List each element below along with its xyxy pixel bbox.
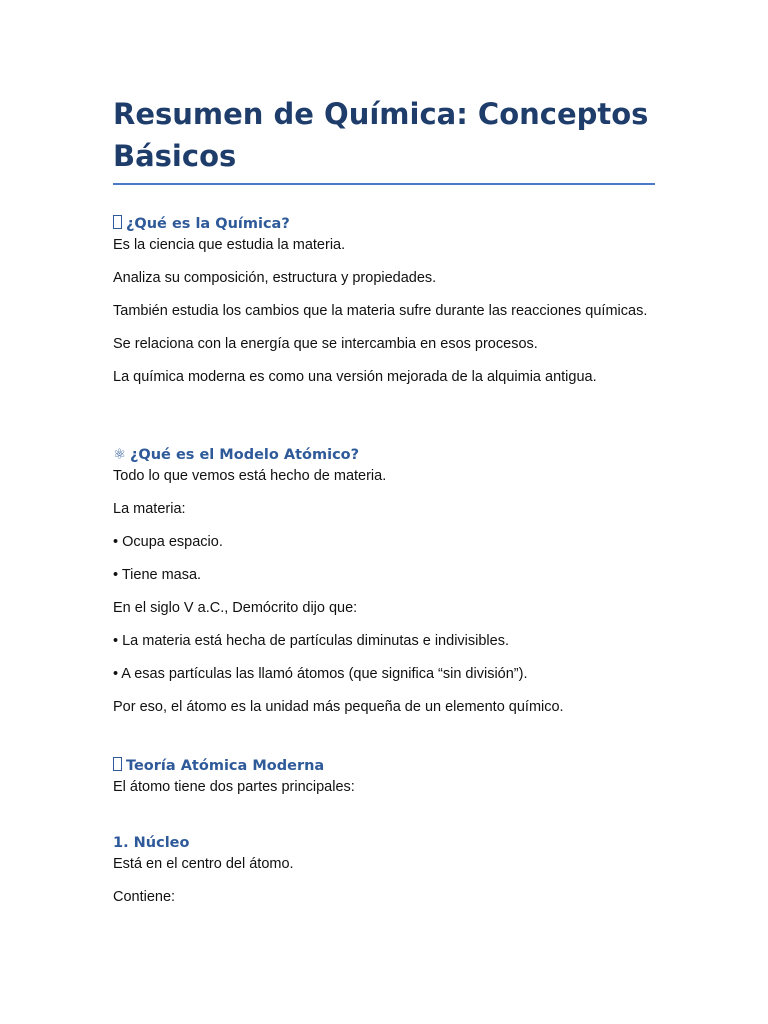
section-heading-quimica-text: ¿Qué es la Química? [126, 216, 290, 232]
list-item: • Tiene masa. [113, 567, 202, 583]
paragraph: En el siglo V a.C., Demócrito dijo que: [113, 600, 358, 616]
paragraph: Es la ciencia que estudia la materia. [113, 237, 346, 253]
section-nucleo [113, 832, 655, 920]
document-page [113, 93, 655, 905]
paragraph: También estudia los cambios que la materia sufre durante las reacciones químicas. [113, 303, 648, 319]
section-heading-modelo-text: ¿Qué es el Modelo Atómico? [130, 447, 360, 463]
paragraph: Se relaciona con la energía que se intercambia en esos procesos. [113, 336, 538, 352]
paragraph: Por eso, el átomo es la unidad más pequeña de un elemento químico. [113, 699, 564, 715]
missing-glyph-icon [113, 215, 122, 229]
paragraph: La química moderna es como una versión mejorada de la alquimia antigua. [113, 369, 597, 385]
paragraph: Analiza su composición, estructura y propiedades. [113, 270, 437, 286]
section-heading-teoria-text: Teoría Atómica Moderna [126, 758, 325, 774]
section-quimica [113, 213, 655, 400]
paragraph: Todo lo que vemos está hecho de materia. [113, 468, 387, 484]
paragraph: El átomo tiene dos partes principales: [113, 779, 355, 795]
missing-glyph-icon [113, 757, 122, 771]
paragraph: La materia: [113, 501, 186, 517]
section-heading-quimica [113, 213, 655, 235]
section-teoria [113, 755, 655, 810]
list-item: • Ocupa espacio. [113, 534, 223, 550]
list-item: • A esas partículas las llamó átomos (que significa “sin división”). [113, 666, 528, 682]
section-heading-teoria [113, 755, 655, 777]
atom-icon: ⚛ [113, 447, 126, 463]
list-item: • La materia está hecha de partículas diminutas e indivisibles. [113, 633, 509, 649]
section-heading-nucleo: 1. Núcleo [113, 835, 190, 851]
paragraph: Está en el centro del átomo. [113, 856, 294, 872]
paragraph: Contiene: [113, 889, 176, 905]
section-modelo [113, 444, 655, 730]
document-title: Resumen de Química: Conceptos Básicos [113, 93, 655, 185]
section-heading-modelo [113, 444, 655, 466]
